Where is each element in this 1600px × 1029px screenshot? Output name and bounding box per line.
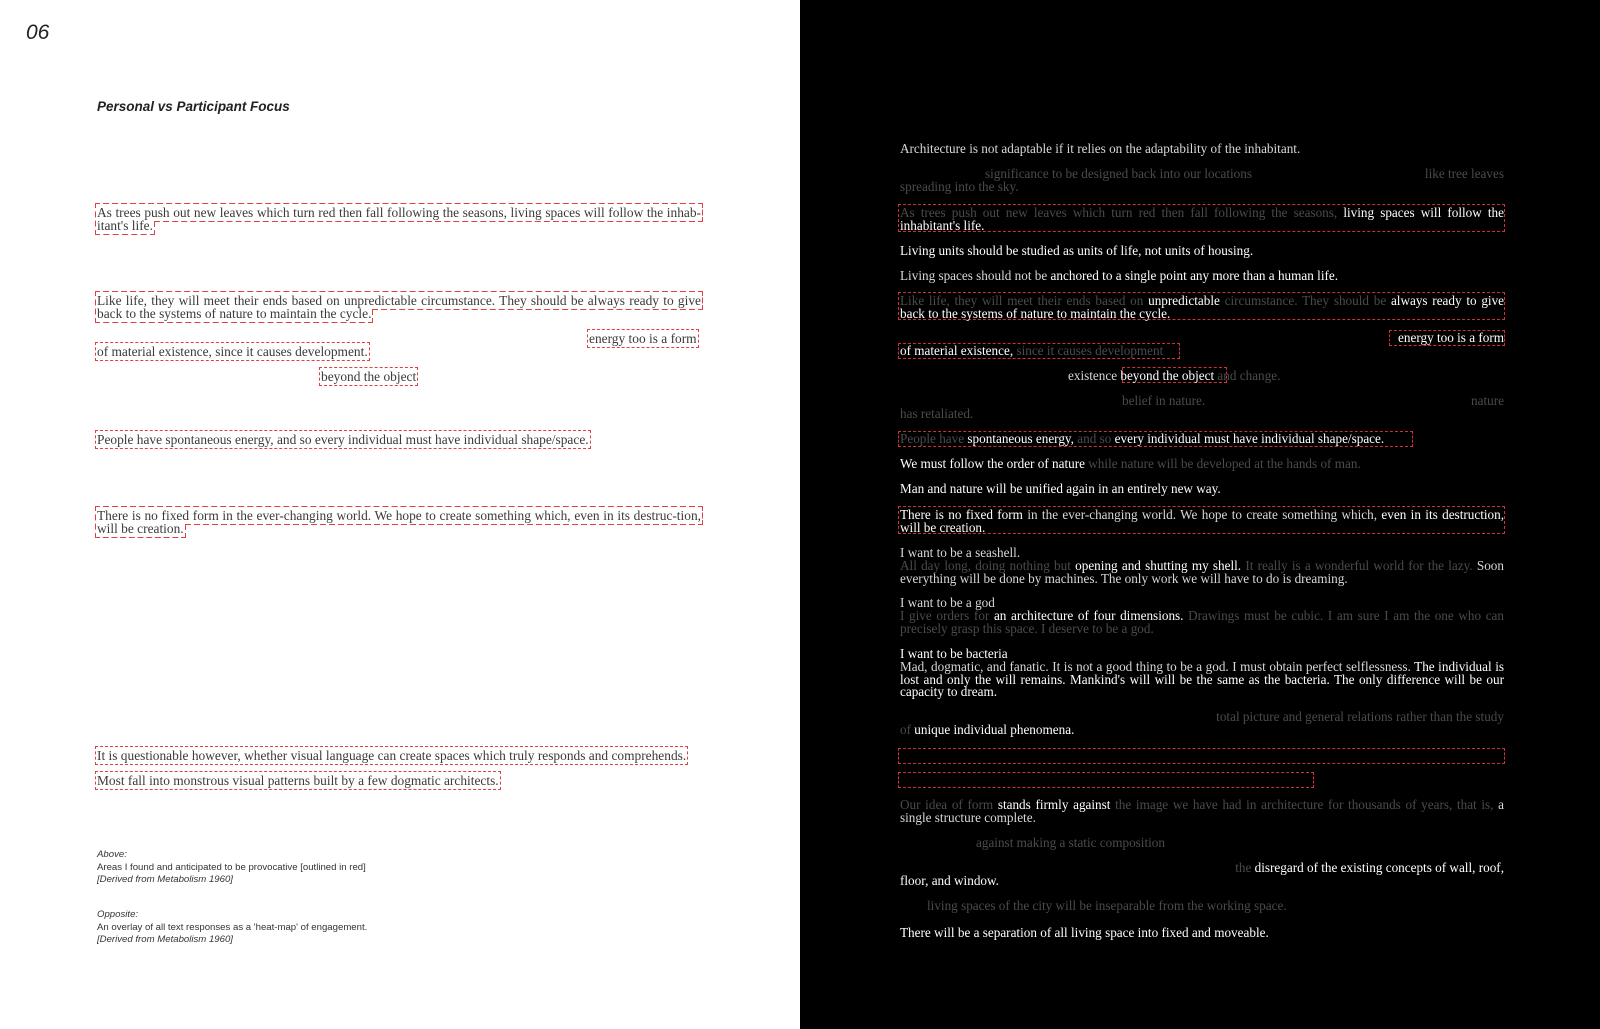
heatmap-text: an architecture of four dimensions. [993, 608, 1184, 623]
highlight-people: People have spontaneous energy, and so every individual must have individual shape/space. [97, 432, 589, 447]
section-title: Personal vs Participant Focus [97, 99, 290, 114]
heatmap-text: significance to be designed back into our locations [985, 166, 1252, 181]
paragraph-people [97, 433, 589, 446]
heatmap-text: energy too is a form [1398, 330, 1504, 345]
heatmap-text: opening and shutting my shell. [1075, 558, 1242, 573]
page-number: 06 [26, 21, 50, 44]
caption-above-label: Above: [97, 849, 127, 860]
highlight-dogmatic: Most fall into monstrous visual patterns built by a few dogmatic architects. [97, 773, 499, 788]
highlight-energy-2: of material existence, since it causes development. [97, 344, 368, 359]
heatmap-text: existence [1068, 368, 1118, 383]
heatmap-text: of material existence, [900, 343, 1014, 358]
heatmap-text: People have [900, 431, 965, 446]
heatmap-text: Drawings must be cubic. I am sure I am the one who can precisely grasp this space. I deserve to be a god. [900, 608, 1504, 636]
heatmap-line-disregard-2: floor, and window. [900, 873, 999, 888]
heatmap-line-order [900, 458, 1504, 471]
heatmap-line-units [900, 245, 1504, 258]
heatmap-text: every individual must have individual shape/space. [1114, 431, 1385, 446]
highlight-beyond: beyond the object [321, 369, 417, 384]
heatmap-text: There will be a separation of all living space into fixed and moveable. [900, 925, 1269, 940]
heatmap-text: unpredictable [1148, 293, 1220, 308]
heatmap-paragraph-fixed-form [900, 509, 1504, 534]
heatmap-paragraph-bacteria [900, 661, 1504, 699]
heatmap-text: against making a static composition [976, 835, 1165, 850]
paragraph-leaves [97, 206, 701, 232]
heatmap-text: spontaneous energy, [967, 431, 1074, 446]
paragraph-fixed-form [97, 509, 701, 535]
heatmap-line-existence [900, 345, 1504, 358]
heatmap-text: the same as the bacteria. The only difference will be our capacity to dream. [900, 671, 1505, 700]
heatmap-text: Like life, they will meet their ends based on [900, 293, 1144, 308]
heatmap-text: Soon everything will be done by machines. The only work we will have to do is dreaming. [900, 558, 1504, 586]
heatmap-text: even in its destruction, will be creation. [900, 507, 1505, 535]
paragraph-life [97, 294, 701, 320]
heatmap-text: the [1235, 860, 1252, 875]
heatmap-text: belief in nature. [1122, 393, 1206, 408]
caption-opposite [97, 909, 367, 947]
heatmap-text: unique individual phenomena. [914, 722, 1075, 737]
heatmap-text: Man and nature will be unified again in an entirely new way. [900, 481, 1221, 496]
heatmap-text: while nature will be developed at the hands of man. [1088, 456, 1361, 471]
heatmap-line-beyond [900, 370, 1504, 383]
heatmap-paragraph-god [900, 610, 1504, 635]
heatmap-line-belief [900, 395, 1504, 408]
heatmap-text: the image we have had in architecture for thousands of years, that is, [1115, 797, 1494, 812]
heatmap-text: It really is a wonderful world for the lazy. [1245, 558, 1473, 573]
heatmap-text: As trees push out new leaves which turn red then fall following the seasons, [900, 205, 1338, 220]
heatmap-text: spreading into the sky. [900, 179, 1019, 194]
heatmap-text: I want to be a seashell. [900, 545, 1021, 560]
heatmap-text: stands firmly against [997, 797, 1111, 812]
heatmap-line-phenomena [900, 724, 1504, 737]
heatmap-text: like tree leaves [1424, 166, 1504, 181]
paragraph-visual-language [97, 749, 707, 762]
heatmap-line-1 [900, 143, 1504, 156]
paragraph-energy-2 [97, 345, 368, 358]
paragraph-beyond [321, 370, 416, 383]
heatmap-paragraph-leaves [900, 207, 1504, 232]
heatmap-line-people [900, 433, 1504, 446]
highlight-life: Like life, they will meet their ends based on unpredictable circumstance. They should be always ready to give back to the systems of nature to maintain the cycle. [97, 293, 701, 321]
heatmap-line-unified [900, 483, 1504, 496]
heatmap-text: There is no fixed form [900, 507, 1023, 522]
heatmap-text: a single structure complete. [900, 797, 1505, 825]
heatmap-line-retaliated [900, 408, 1504, 421]
heatmap-line-anchored [900, 270, 1504, 283]
heatmap-paragraph-life [900, 295, 1504, 320]
heatmap-line-city [900, 900, 1504, 913]
heatmap-text: in the ever-changing world. We hope to create something which, [1027, 507, 1378, 522]
paragraph-energy-1 [589, 332, 697, 345]
heatmap-text: disregard of the existing concepts of wall, roof, [1254, 860, 1504, 875]
highlight-fixed-form: There is no fixed form in the ever-changing world. We hope to create something which, even in its destruc-tion, will be creation. [97, 508, 701, 536]
heatmap-text: Architecture is not adaptable if it relies on the adaptability of the inhabitant. [900, 141, 1301, 156]
heatmap-text: nature [1471, 393, 1504, 408]
heatmap-paragraph-form [900, 799, 1504, 824]
heatmap-text: Living spaces should not be [900, 268, 1048, 283]
highlight-energy-1: energy too is a form [589, 331, 697, 346]
paragraph-dogmatic [97, 774, 499, 787]
caption-opposite-label: Opposite: [97, 909, 139, 920]
heatmap-text: I give orders for [900, 608, 990, 623]
heatmap-line-static [900, 837, 1504, 850]
highlight-visual-language: It is questionable however, whether visual language can create spaces which truly responds and comprehends. [97, 748, 687, 763]
heatmap-text: We must follow the order of nature [900, 456, 1085, 471]
heatmap-text: circumstance. They should be [1224, 293, 1387, 308]
heatmap-text: Living units should be studied as units of life, not units of housing. [900, 243, 1254, 258]
heatmap-text: Mad, dogmatic, and fanatic. It is not a good thing to be a god. I must obtain perfect selflessness. [900, 659, 1411, 674]
heatmap-text: I want to be bacteria [900, 646, 1008, 661]
heatmap-text: and so [1077, 431, 1112, 446]
caption-above-text: Areas I found and anticipated to be provocative [outlined in red] [97, 861, 366, 873]
heatmap-text: always ready to give back to the systems of nature to maintain the cycle. [900, 293, 1505, 321]
caption-opposite-text: An overlay of all text responses as a 'heat-map' of engagement. [97, 921, 368, 933]
heatmap-text: All day long, doing nothing but [900, 558, 1071, 573]
heatmap-text: I want to be a god [900, 595, 995, 610]
outline-box-empty-1 [898, 748, 1505, 764]
heatmap-paragraph-seashell [900, 560, 1504, 585]
heatmap-text: total picture and general relations rather than the study [1216, 709, 1504, 724]
heatmap-text: Our idea of form [900, 797, 994, 812]
heatmap-text: beyond the object [1120, 368, 1215, 383]
heatmap-text: of [900, 722, 911, 737]
heatmap-text: since it causes development [1016, 343, 1164, 358]
highlight-leaves: As trees push out new leaves which turn red then fall following the seasons, living spaces will follow the inhab-itant's life. [97, 205, 701, 233]
caption-above [97, 849, 366, 887]
outline-box-empty-2 [898, 772, 1314, 788]
heatmap-text: and change. [1217, 368, 1281, 383]
heatmap-text: anchored to a single point any more than a human life. [1050, 268, 1339, 283]
heatmap-line-3 [900, 181, 1504, 194]
heatmap-text: The individual is lost and only the will remains. Mankind's will will be [900, 659, 1504, 687]
heatmap-line-separation [900, 927, 1504, 940]
heatmap-text: living spaces will follow the inhabitant's life. [900, 205, 1504, 233]
heatmap-text: living spaces of the city will be inseparable from the working space. [927, 898, 1287, 913]
caption-opposite-source: [Derived from Metabolism 1960] [97, 934, 233, 945]
caption-above-source: [Derived from Metabolism 1960] [97, 874, 233, 885]
heatmap-text: has retaliated. [900, 406, 974, 421]
